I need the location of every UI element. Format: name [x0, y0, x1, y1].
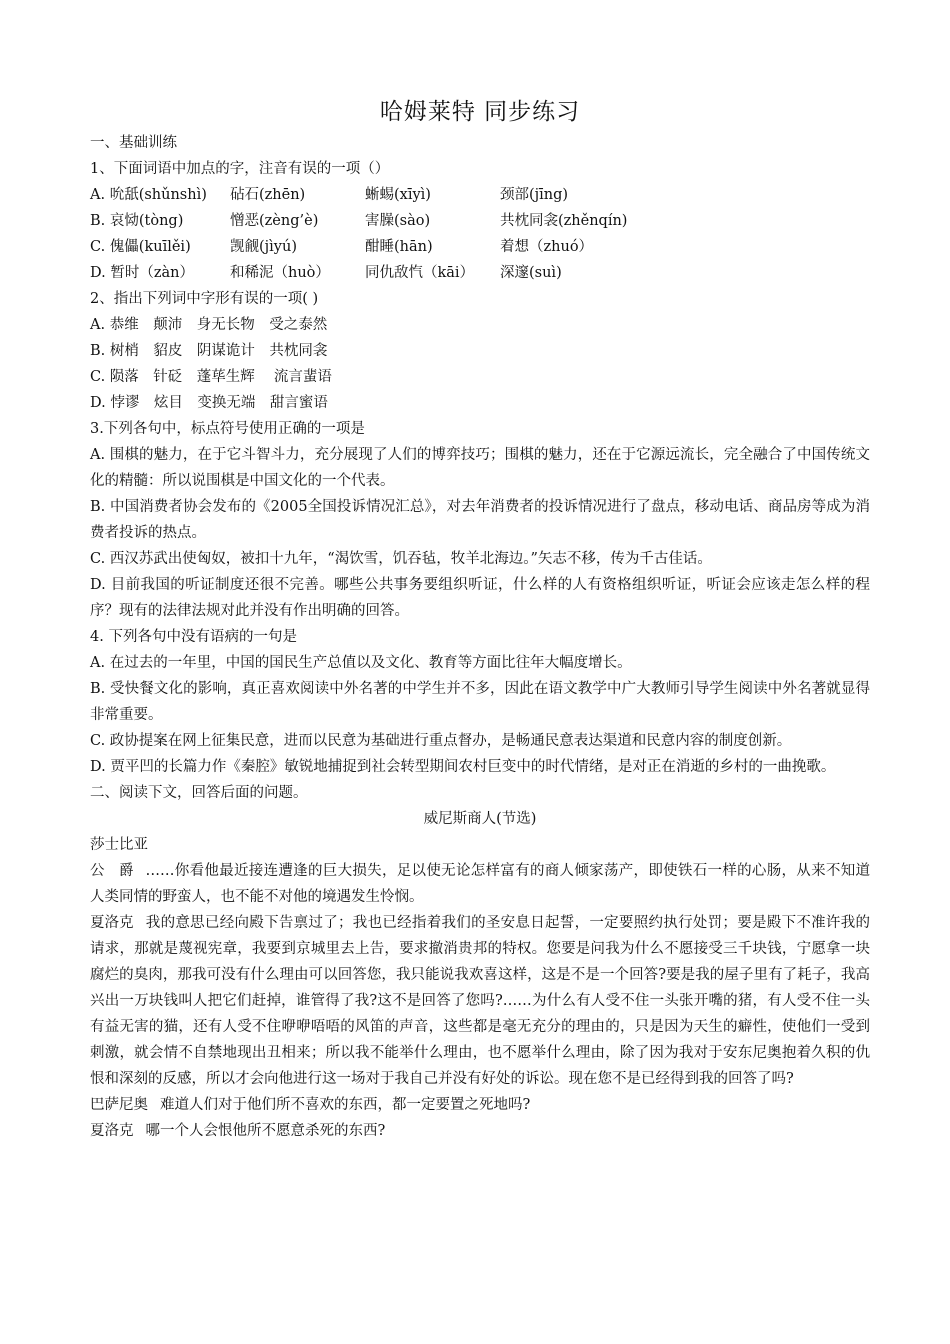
dialogue-line — [90, 1118, 870, 1144]
option-cell: 深邃(suì) — [500, 265, 562, 281]
worksheet-page — [90, 96, 870, 1144]
option-cell: C. 傀儡(kuīlěi) — [90, 239, 191, 255]
option-cell: A. 吮舐(shǔnshì) — [90, 187, 207, 203]
speaker-name: 夏洛克 — [90, 915, 134, 931]
option-paragraph: C. 政协提案在网上征集民意，进而以民意为基础进行重点督办，是畅通民意表达渠道和民意内容的制度创新。 — [90, 733, 792, 749]
option-row — [90, 260, 870, 286]
question-stem: 2、指出下列词中字形有误的一项( ) — [90, 291, 319, 307]
speaker-name: 公 爵 — [90, 863, 134, 879]
speaker-name: 巴萨尼奥 — [90, 1097, 148, 1113]
option-line: A. 恭维 颠沛 身无长物 受之泰然 — [90, 317, 328, 333]
speaker-name: 夏洛克 — [90, 1123, 134, 1139]
option-cell: 和稀泥（huò） — [230, 265, 330, 281]
passage-author: 莎士比亚 — [90, 837, 148, 853]
option-line: D. 悖谬 炫目 变换无端 甜言蜜语 — [90, 395, 328, 411]
dialogue-line — [90, 858, 870, 910]
option-paragraph: D. 目前我国的听证制度还很不完善。哪些公共事务要组织听证，什么样的人有资格组织听证，听证会应该走怎么样的程序？现有的法律法规对此并没有作出明确的回答。 — [90, 577, 870, 619]
page-title: 哈姆莱特 同步练习 — [379, 99, 581, 125]
question-stem: 4. 下列各句中没有语病的一句是 — [90, 629, 297, 645]
option-paragraph: A. 在过去的一年里，中国的国民生产总值以及文化、教育等方面比往年大幅度增长。 — [90, 655, 632, 671]
section-heading: 一、基础训练 — [90, 135, 177, 151]
question-stem: 3.下列各句中，标点符号使用正确的一项是 — [90, 421, 365, 437]
dialogue-line — [90, 1092, 870, 1118]
option-cell: 同仇敌忾（kāi） — [365, 265, 475, 281]
option-cell: B. 哀恸(tòng) — [90, 213, 184, 229]
option-row — [90, 182, 870, 208]
section-heading: 二、阅读下文，回答后面的问题。 — [90, 785, 308, 801]
option-paragraph: B. 中国消费者协会发布的《2005全国投诉情况汇总》，对去年消费者的投诉情况进行了盘点，移动电话、商品房等成为消费者投诉的热点。 — [90, 499, 870, 541]
question-stem: 1、下面词语中加点的字，注音有误的一项（） — [90, 161, 390, 177]
option-cell: 觊觎(jìyú) — [230, 239, 297, 255]
option-cell: 着想（zhuó） — [500, 239, 594, 255]
option-cell: 共枕同衾(zhěnqín) — [500, 213, 628, 229]
option-cell: 害臊(sào) — [365, 213, 431, 229]
speech-text: 难道人们对于他们所不喜欢的东西，都一定要置之死地吗? — [160, 1097, 531, 1113]
option-cell: 酣睡(hān) — [365, 239, 433, 255]
speech-text: 我的意思已经向殿下告禀过了；我也已经指着我们的圣安息日起誓，一定要照约执行处罚；要是殿下不准许我的请求，那就是蔑视宪章，我要到京城里去上告，要求撤消贵邦的特权。您要是问我为什么不愿接受三千块钱，宁愿拿一块腐烂的臭肉，那我可没有什么理由可以回答您，我只能说我欢喜这样，这是不是一个回答?要是我的屋子里有了耗子，我高兴出一万块钱叫人把它们赶掉，谁管得了我?这不是回答了您吗?……为什么有人受不住一头张开嘴的猪，有人受不住一头有益无害的猫，还有人受不住咿咿唔唔的风笛的声音，这些都是毫无充分的理由的，只是因为天生的癖性，使他们一受到刺激，就会情不自禁地现出丑相来；所以我不能举什么理由，也不愿举什么理由，除了因为我对于安东尼奥抱着久积的仇恨和深刻的反感，所以才会向他进行这一场对于我自己并没有好处的诉讼。现在您不是已经得到我的回答了吗? — [90, 915, 870, 1087]
option-row — [90, 208, 870, 234]
option-paragraph: B. 受快餐文化的影响，真正喜欢阅读中外名著的中学生并不多，因此在语文教学中广大教师引导学生阅读中外名著就显得非常重要。 — [90, 681, 870, 723]
option-cell: 砧石(zhēn) — [230, 187, 306, 203]
passage-title: 威尼斯商人(节选) — [423, 811, 537, 827]
option-paragraph: C. 西汉苏武出使匈奴，被扣十九年，“渴饮雪，饥吞毡，牧羊北海边。”矢志不移，传为千古佳话。 — [90, 551, 712, 567]
option-paragraph: D. 贾平凹的长篇力作《秦腔》敏锐地捕捉到社会转型期间农村巨变中的时代情绪，是对正在消逝的乡村的一曲挽歌。 — [90, 759, 836, 775]
speech-text: ……你看他最近接连遭逢的巨大损失，足以使无论怎样富有的商人倾家荡产，即使铁石一样的心肠，从来不知道人类同情的野蛮人，也不能不对他的境遇发生怜悯。 — [90, 863, 870, 905]
option-cell: D. 暂时（zàn） — [90, 265, 194, 281]
option-line: C. 陨落 针砭 蓬荜生辉 流言蜚语 — [90, 369, 332, 385]
option-cell: 颈部(jīng) — [500, 187, 569, 203]
option-paragraph: A. 围棋的魅力，在于它斗智斗力，充分展现了人们的博弈技巧；围棋的魅力，还在于它源远流长，完全融合了中国传统文化的精髓：所以说围棋是中国文化的一个代表。 — [90, 447, 870, 489]
option-row — [90, 234, 870, 260]
option-cell: 憎恶(zèng’è) — [230, 213, 319, 229]
option-cell: 蜥蜴(xīyì) — [365, 187, 431, 203]
dialogue-line — [90, 910, 870, 1092]
speech-text: 哪一个人会恨他所不愿意杀死的东西? — [145, 1123, 386, 1139]
option-line: B. 树梢 貂皮 阴谋诡计 共枕同衾 — [90, 343, 328, 359]
